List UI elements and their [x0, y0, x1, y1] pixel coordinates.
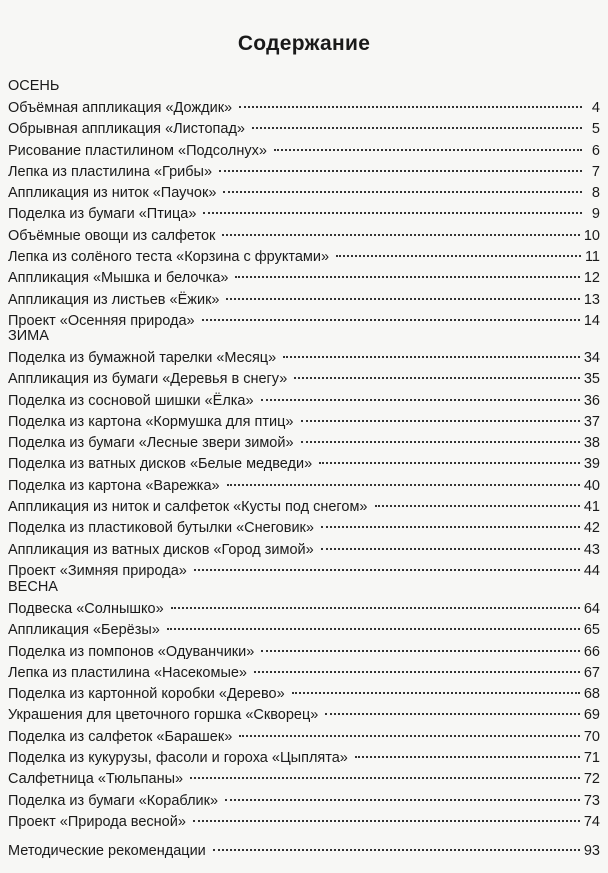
entry-page-number: 72 [583, 771, 600, 788]
entry-page-number: 13 [583, 291, 600, 308]
entry-title: Объёмные овощи из салфеток [8, 227, 216, 244]
entry-page-number: 67 [583, 664, 600, 681]
dot-leader [235, 276, 579, 278]
dot-leader [213, 849, 580, 851]
entry-list [8, 348, 600, 582]
entry-title: Объёмная аппликация «Дождик» [8, 100, 233, 116]
entry-page-number: 39 [583, 456, 600, 473]
entry-page-number: 43 [583, 541, 600, 558]
toc-entry[interactable] [8, 476, 600, 497]
entry-page-number: 70 [583, 728, 600, 745]
entry-title: Проект «Зимняя природа» [8, 562, 187, 579]
section-heading: ЗИМА [8, 328, 49, 344]
section-heading: ВЕСНА [8, 579, 58, 595]
entry-title: Поделка из ватных дисков «Белые медведи» [8, 456, 313, 473]
dot-leader [336, 255, 581, 257]
entry-title: Поделка из картонной коробки «Дерево» [8, 686, 285, 703]
entry-title: Поделка из помпонов «Одуванчики» [8, 643, 255, 660]
toc-entry[interactable] [8, 599, 600, 620]
entry-page-number: 93 [583, 843, 600, 860]
entry-title: Проект «Осенняя природа» [8, 312, 195, 329]
section-spring [8, 577, 600, 863]
toc-entry[interactable] [8, 620, 600, 641]
entry-page-number: 41 [583, 499, 600, 516]
toc-entry[interactable] [8, 247, 600, 268]
dot-leader [252, 127, 582, 129]
entry-title: Аппликация из ниток и салфеток «Кусты под снегом» [8, 499, 368, 516]
page-title: Содержание [237, 32, 371, 55]
entry-page-number: 38 [583, 435, 600, 452]
entry-title: Поделка из сосновой шишки «Ёлка» [8, 392, 254, 409]
dot-leader [321, 548, 580, 550]
toc-entry[interactable] [8, 663, 600, 684]
dot-leader [194, 569, 580, 571]
dot-leader [222, 234, 579, 236]
entry-title: Рисование пластилином «Подсолнух» [8, 142, 267, 159]
entry-page-number: 14 [583, 312, 600, 329]
entry-page-number: 40 [583, 477, 600, 494]
entry-page-number: 8 [591, 185, 600, 202]
entry-title: Поделка из бумаги «Птица» [8, 206, 197, 223]
entry-page-number: 11 [584, 249, 600, 266]
entry-title: Украшения для цветочного горшка «Скворец» [8, 707, 319, 724]
entry-page-number: 10 [583, 227, 600, 244]
dot-leader [219, 170, 582, 172]
entry-page-number: 5 [591, 121, 600, 138]
dot-leader [261, 650, 580, 652]
toc-entry[interactable] [8, 290, 600, 311]
dot-leader [239, 735, 580, 737]
entry-title: Лепка из солёного теста «Корзина с фруктами» [8, 249, 330, 266]
dot-leader [321, 526, 580, 528]
toc-entry[interactable] [8, 391, 600, 412]
dot-leader [261, 399, 580, 401]
toc-entry[interactable] [8, 684, 600, 705]
toc-entry[interactable] [8, 226, 600, 247]
dot-leader [167, 628, 580, 630]
dot-leader [190, 777, 580, 779]
dot-leader [294, 377, 580, 379]
entry-title: Методические рекомендации [8, 843, 206, 860]
toc-entry[interactable] [8, 369, 600, 390]
entry-title: Поделка из пластиковой бутылки «Снеговик» [8, 520, 314, 537]
section-autumn [8, 76, 600, 332]
entry-page-number: 74 [583, 813, 600, 830]
entry-page-number: 34 [583, 350, 600, 366]
dot-leader [292, 692, 580, 694]
entry-title: Подвеска «Солнышко» [8, 601, 164, 617]
toc-entry[interactable] [8, 748, 600, 769]
entry-page-number: 68 [583, 686, 600, 703]
toc-entry[interactable] [8, 141, 600, 162]
dot-leader [202, 319, 580, 321]
dot-leader [226, 298, 579, 300]
entry-title: Аппликация «Берёзы» [8, 622, 160, 639]
entry-page-number: 35 [583, 371, 600, 388]
dot-leader [227, 484, 580, 486]
entry-title: Поделка из бумаги «Лесные звери зимой» [8, 435, 294, 452]
entry-title: Лепка из пластилина «Насекомые» [8, 664, 247, 681]
toc-entry[interactable] [8, 791, 600, 812]
toc-entry[interactable] [8, 268, 600, 289]
entry-list [8, 98, 600, 332]
dot-leader [325, 713, 580, 715]
dot-leader [223, 191, 582, 193]
entry-page-number: 4 [591, 100, 600, 116]
dot-leader [355, 756, 580, 758]
dot-leader [254, 671, 580, 673]
dot-leader [239, 106, 582, 108]
entry-title: Аппликация из ватных дисков «Город зимой» [8, 541, 314, 558]
entry-list [8, 599, 600, 833]
toc-entry[interactable] [8, 348, 600, 369]
entry-title: Аппликация из листьев «Ёжик» [8, 291, 220, 308]
entry-title: Аппликация «Мышка и белочка» [8, 270, 229, 287]
entry-title: Поделка из бумажной тарелки «Месяц» [8, 350, 277, 366]
entry-title: Аппликация из бумаги «Деревья в снегу» [8, 371, 288, 388]
dot-leader [375, 505, 580, 507]
toc-entry[interactable] [8, 162, 600, 183]
toc-entry[interactable] [8, 769, 600, 790]
entry-title: Обрывная аппликация «Листопад» [8, 121, 245, 138]
entry-title: Поделка из картона «Варежка» [8, 477, 220, 494]
entry-page-number: 36 [583, 392, 600, 409]
toc-entry[interactable] [8, 119, 600, 140]
toc-entry[interactable] [8, 454, 600, 475]
section-winter [8, 326, 600, 582]
toc-entry[interactable] [8, 497, 600, 518]
entry-title: Лепка из пластилина «Грибы» [8, 163, 213, 180]
toc-entry[interactable] [8, 727, 600, 748]
toc-entry[interactable] [8, 540, 600, 561]
toc-entry[interactable] [8, 412, 600, 433]
entry-page-number: 73 [583, 792, 600, 809]
dot-leader [283, 356, 580, 358]
toc-entry[interactable] [8, 705, 600, 726]
entry-page-number: 42 [583, 520, 600, 537]
dot-leader [171, 607, 580, 609]
toc-entry[interactable] [8, 204, 600, 225]
entry-page-number: 7 [591, 163, 600, 180]
entry-title: Поделка из картона «Кормушка для птиц» [8, 413, 294, 430]
entry-page-number: 9 [591, 206, 600, 223]
entry-title: Аппликация из ниток «Паучок» [8, 185, 217, 202]
entry-page-number: 66 [583, 643, 600, 660]
dot-leader [301, 420, 580, 422]
toc-entry[interactable] [8, 642, 600, 663]
entry-page-number: 6 [591, 142, 600, 159]
entry-title: Проект «Природа весной» [8, 813, 186, 830]
dot-leader [225, 799, 580, 801]
toc-entry[interactable] [8, 98, 600, 119]
dot-leader [319, 462, 580, 464]
entry-title: Поделка из кукурузы, фасоли и гороха «Цыплята» [8, 750, 348, 767]
entry-title: Поделка из салфеток «Барашек» [8, 728, 233, 745]
toc-entry[interactable] [8, 183, 600, 204]
entry-page-number: 64 [583, 601, 600, 617]
dot-leader [301, 441, 580, 443]
entry-page-number: 69 [583, 707, 600, 724]
toc-entry[interactable] [8, 518, 600, 539]
dot-leader [274, 149, 582, 151]
entry-title: Салфетница «Тюльпаны» [8, 771, 184, 788]
entry-title: Поделка из бумаги «Кораблик» [8, 792, 219, 809]
entry-page-number: 65 [583, 622, 600, 639]
toc-entry-recommendations[interactable] [8, 841, 600, 862]
entry-page-number: 37 [583, 413, 600, 430]
entry-page-number: 71 [583, 750, 600, 767]
entry-page-number: 44 [583, 562, 600, 579]
section-heading: ОСЕНЬ [8, 78, 60, 94]
dot-leader [193, 820, 580, 822]
toc-entry[interactable] [8, 433, 600, 454]
toc-entry[interactable] [8, 812, 600, 833]
dot-leader [203, 212, 582, 214]
entry-page-number: 12 [583, 270, 600, 287]
